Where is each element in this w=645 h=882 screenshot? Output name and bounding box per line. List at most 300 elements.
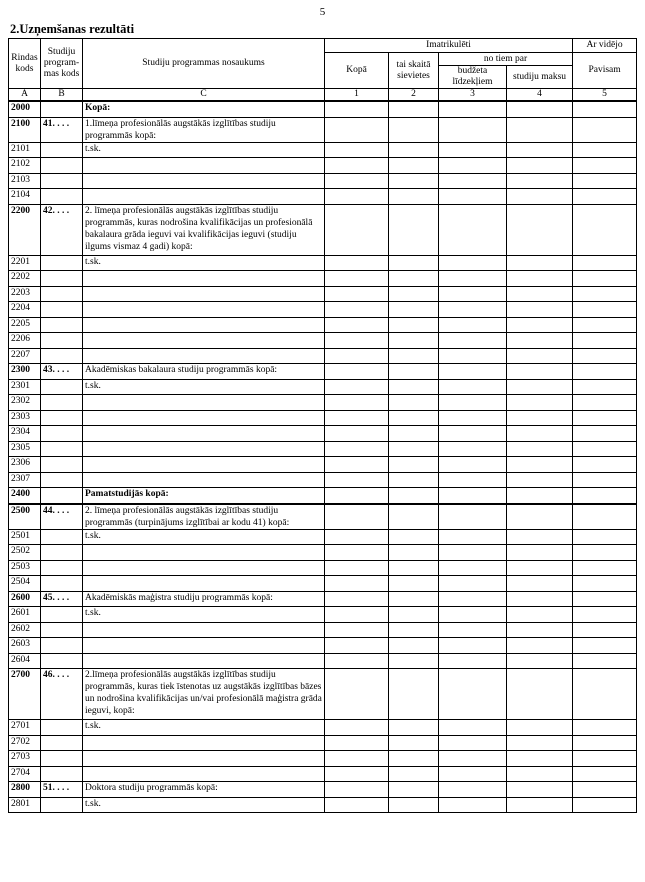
value-cell-1[interactable]	[325, 669, 389, 720]
value-cell-5[interactable]	[573, 410, 637, 426]
program-code-cell	[41, 348, 83, 364]
value-cell-3[interactable]	[439, 488, 507, 504]
value-cell-2[interactable]	[389, 426, 439, 442]
value-cell-4[interactable]	[507, 333, 573, 349]
program-name-cell	[83, 333, 325, 349]
program-name-cell	[83, 173, 325, 189]
value-cell-1[interactable]	[325, 472, 389, 488]
value-cell-4[interactable]	[507, 622, 573, 638]
program-name-cell	[83, 766, 325, 782]
value-cell-1[interactable]	[325, 117, 389, 142]
table-row	[9, 117, 637, 142]
program-code-cell	[41, 101, 83, 117]
program-name-cell: 2.līmeņa profesionālās augstākās izglītības studiju programmās, kuras tiek īstenotas uz augstākās izglītības bāzes un nodrošina kvalifikācijas un/vai profesionālā maģistra grāda ieguvi, kopā:	[83, 669, 325, 720]
value-cell-4[interactable]	[507, 782, 573, 798]
value-cell-1[interactable]	[325, 591, 389, 607]
value-cell-2[interactable]	[389, 117, 439, 142]
program-name-cell: Kopā:	[83, 101, 325, 117]
value-cell-3[interactable]	[439, 117, 507, 142]
value-cell-2[interactable]	[389, 782, 439, 798]
value-cell-4[interactable]	[507, 255, 573, 271]
value-cell-1[interactable]	[325, 545, 389, 561]
table-row	[9, 638, 637, 654]
value-cell-3[interactable]	[439, 472, 507, 488]
table-row	[9, 782, 637, 798]
value-cell-3[interactable]	[439, 591, 507, 607]
column-letter: 3	[439, 89, 507, 102]
row-code-cell: 2306	[9, 457, 41, 473]
value-cell-5[interactable]	[573, 117, 637, 142]
value-cell-5[interactable]	[573, 286, 637, 302]
table-row	[9, 457, 637, 473]
value-cell-3[interactable]	[439, 797, 507, 813]
value-cell-4[interactable]	[507, 286, 573, 302]
value-cell-1[interactable]	[325, 782, 389, 798]
value-cell-1[interactable]	[325, 286, 389, 302]
program-code-cell	[41, 653, 83, 669]
row-code-cell: 2800	[9, 782, 41, 798]
table-row	[9, 426, 637, 442]
table-row	[9, 302, 637, 318]
table-row	[9, 529, 637, 545]
table-row	[9, 735, 637, 751]
value-cell-3[interactable]	[439, 457, 507, 473]
value-cell-3[interactable]	[439, 333, 507, 349]
row-code-cell: 2303	[9, 410, 41, 426]
program-name-cell	[83, 638, 325, 654]
value-cell-1[interactable]	[325, 302, 389, 318]
value-cell-2[interactable]	[389, 529, 439, 545]
value-cell-3[interactable]	[439, 782, 507, 798]
value-cell-3[interactable]	[439, 158, 507, 174]
program-code-cell	[41, 410, 83, 426]
value-cell-5[interactable]	[573, 255, 637, 271]
value-cell-4[interactable]	[507, 457, 573, 473]
value-cell-3[interactable]	[439, 101, 507, 117]
value-cell-2[interactable]	[389, 364, 439, 380]
value-cell-1[interactable]	[325, 317, 389, 333]
value-cell-1[interactable]	[325, 488, 389, 504]
value-cell-4[interactable]	[507, 271, 573, 287]
value-cell-5[interactable]	[573, 204, 637, 255]
value-cell-3[interactable]	[439, 173, 507, 189]
value-cell-4[interactable]	[507, 117, 573, 142]
value-cell-2[interactable]	[389, 317, 439, 333]
value-cell-4[interactable]	[507, 317, 573, 333]
value-cell-1[interactable]	[325, 271, 389, 287]
value-cell-1[interactable]	[325, 204, 389, 255]
row-code-cell: 2801	[9, 797, 41, 813]
value-cell-1[interactable]	[325, 441, 389, 457]
value-cell-2[interactable]	[389, 410, 439, 426]
value-cell-3[interactable]	[439, 441, 507, 457]
program-name-cell: Akadēmiskās maģistra studiju programmās kopā:	[83, 591, 325, 607]
row-code-cell: 2503	[9, 560, 41, 576]
value-cell-2[interactable]	[389, 457, 439, 473]
value-cell-2[interactable]	[389, 472, 439, 488]
value-cell-2[interactable]	[389, 333, 439, 349]
value-cell-4[interactable]	[507, 720, 573, 736]
value-cell-3[interactable]	[439, 364, 507, 380]
program-name-cell	[83, 735, 325, 751]
value-cell-5[interactable]	[573, 379, 637, 395]
program-code-cell: 51. . . .	[41, 782, 83, 798]
program-name-cell	[83, 576, 325, 592]
value-cell-1[interactable]	[325, 797, 389, 813]
table-row	[9, 622, 637, 638]
value-cell-4[interactable]	[507, 545, 573, 561]
program-code-cell	[41, 317, 83, 333]
program-name-cell: t.sk.	[83, 720, 325, 736]
value-cell-1[interactable]	[325, 504, 389, 530]
row-code-cell: 2102	[9, 158, 41, 174]
value-cell-2[interactable]	[389, 302, 439, 318]
value-cell-3[interactable]	[439, 735, 507, 751]
value-cell-4[interactable]	[507, 735, 573, 751]
program-name-cell	[83, 302, 325, 318]
value-cell-1[interactable]	[325, 622, 389, 638]
program-code-cell	[41, 379, 83, 395]
value-cell-3[interactable]	[439, 720, 507, 736]
program-code-cell	[41, 560, 83, 576]
value-cell-4[interactable]	[507, 472, 573, 488]
value-cell-5[interactable]	[573, 797, 637, 813]
row-code-cell: 2101	[9, 142, 41, 158]
value-cell-3[interactable]	[439, 395, 507, 411]
value-cell-1[interactable]	[325, 348, 389, 364]
value-cell-1[interactable]	[325, 735, 389, 751]
value-cell-5[interactable]	[573, 173, 637, 189]
value-cell-5[interactable]	[573, 591, 637, 607]
row-code-cell: 2200	[9, 204, 41, 255]
value-cell-3[interactable]	[439, 286, 507, 302]
row-code-cell: 2602	[9, 622, 41, 638]
value-cell-4[interactable]	[507, 173, 573, 189]
program-code-cell	[41, 638, 83, 654]
program-code-cell	[41, 797, 83, 813]
value-cell-5[interactable]	[573, 302, 637, 318]
value-cell-4[interactable]	[507, 441, 573, 457]
value-cell-5[interactable]	[573, 333, 637, 349]
row-code-cell: 2601	[9, 607, 41, 623]
value-cell-4[interactable]	[507, 158, 573, 174]
program-name-cell: 1.līmeņa profesionālās augstākās izglītības studiju programmās kopā:	[83, 117, 325, 142]
value-cell-1[interactable]	[325, 255, 389, 271]
value-cell-3[interactable]	[439, 204, 507, 255]
program-code-cell	[41, 426, 83, 442]
value-cell-5[interactable]	[573, 720, 637, 736]
value-cell-5[interactable]	[573, 751, 637, 767]
value-cell-4[interactable]	[507, 766, 573, 782]
value-cell-2[interactable]	[389, 797, 439, 813]
value-cell-3[interactable]	[439, 751, 507, 767]
value-cell-5[interactable]	[573, 395, 637, 411]
value-cell-3[interactable]	[439, 545, 507, 561]
value-cell-5[interactable]	[573, 317, 637, 333]
header-tai-skaita-sievietes: tai skaitā sievietes	[389, 53, 439, 89]
value-cell-3[interactable]	[439, 607, 507, 623]
value-cell-2[interactable]	[389, 379, 439, 395]
value-cell-4[interactable]	[507, 607, 573, 623]
value-cell-4[interactable]	[507, 204, 573, 255]
value-cell-1[interactable]	[325, 576, 389, 592]
value-cell-5[interactable]	[573, 529, 637, 545]
value-cell-2[interactable]	[389, 591, 439, 607]
program-name-cell	[83, 545, 325, 561]
value-cell-1[interactable]	[325, 395, 389, 411]
value-cell-2[interactable]	[389, 576, 439, 592]
header-imatrikuleti: Imatrikulēti	[325, 39, 573, 53]
value-cell-5[interactable]	[573, 271, 637, 287]
value-cell-2[interactable]	[389, 395, 439, 411]
program-name-cell	[83, 189, 325, 205]
value-cell-2[interactable]	[389, 607, 439, 623]
value-cell-2[interactable]	[389, 271, 439, 287]
value-cell-5[interactable]	[573, 426, 637, 442]
value-cell-3[interactable]	[439, 142, 507, 158]
value-cell-2[interactable]	[389, 441, 439, 457]
value-cell-5[interactable]	[573, 158, 637, 174]
value-cell-5[interactable]	[573, 348, 637, 364]
program-name-cell	[83, 441, 325, 457]
value-cell-3[interactable]	[439, 302, 507, 318]
value-cell-1[interactable]	[325, 101, 389, 117]
column-letter: 4	[507, 89, 573, 102]
row-code-cell: 2603	[9, 638, 41, 654]
program-name-cell: Akadēmiskas bakalaura studiju programmās kopā:	[83, 364, 325, 380]
value-cell-2[interactable]	[389, 545, 439, 561]
value-cell-3[interactable]	[439, 317, 507, 333]
row-code-cell: 2301	[9, 379, 41, 395]
value-cell-3[interactable]	[439, 638, 507, 654]
program-name-cell	[83, 286, 325, 302]
value-cell-2[interactable]	[389, 638, 439, 654]
program-name-cell: Pamatstudijās kopā:	[83, 488, 325, 504]
value-cell-3[interactable]	[439, 189, 507, 205]
value-cell-2[interactable]	[389, 735, 439, 751]
value-cell-4[interactable]	[507, 348, 573, 364]
value-cell-5[interactable]	[573, 638, 637, 654]
value-cell-3[interactable]	[439, 576, 507, 592]
program-code-cell: 41. . . .	[41, 117, 83, 142]
value-cell-1[interactable]	[325, 173, 389, 189]
program-name-cell	[83, 472, 325, 488]
value-cell-4[interactable]	[507, 576, 573, 592]
program-name-cell	[83, 317, 325, 333]
table-row	[9, 348, 637, 364]
value-cell-1[interactable]	[325, 720, 389, 736]
row-code-cell: 2206	[9, 333, 41, 349]
table-body	[9, 101, 637, 813]
value-cell-4[interactable]	[507, 638, 573, 654]
table-row	[9, 488, 637, 504]
value-cell-2[interactable]	[389, 204, 439, 255]
row-code-cell: 2704	[9, 766, 41, 782]
value-cell-4[interactable]	[507, 560, 573, 576]
value-cell-4[interactable]	[507, 379, 573, 395]
program-code-cell	[41, 622, 83, 638]
program-code-cell: 44. . . .	[41, 504, 83, 530]
table-row	[9, 504, 637, 530]
value-cell-1[interactable]	[325, 653, 389, 669]
value-cell-3[interactable]	[439, 348, 507, 364]
value-cell-5[interactable]	[573, 560, 637, 576]
value-cell-5[interactable]	[573, 504, 637, 530]
value-cell-2[interactable]	[389, 622, 439, 638]
value-cell-2[interactable]	[389, 189, 439, 205]
value-cell-5[interactable]	[573, 669, 637, 720]
table-row	[9, 766, 637, 782]
program-code-cell	[41, 173, 83, 189]
value-cell-3[interactable]	[439, 410, 507, 426]
row-code-cell: 2100	[9, 117, 41, 142]
value-cell-1[interactable]	[325, 751, 389, 767]
row-code-cell: 2504	[9, 576, 41, 592]
value-cell-1[interactable]	[325, 766, 389, 782]
value-cell-1[interactable]	[325, 426, 389, 442]
value-cell-5[interactable]	[573, 101, 637, 117]
value-cell-5[interactable]	[573, 472, 637, 488]
value-cell-3[interactable]	[439, 560, 507, 576]
program-name-cell	[83, 271, 325, 287]
value-cell-4[interactable]	[507, 302, 573, 318]
value-cell-4[interactable]	[507, 751, 573, 767]
table-row	[9, 101, 637, 117]
value-cell-2[interactable]	[389, 101, 439, 117]
value-cell-2[interactable]	[389, 669, 439, 720]
program-code-cell	[41, 545, 83, 561]
value-cell-3[interactable]	[439, 766, 507, 782]
value-cell-5[interactable]	[573, 735, 637, 751]
value-cell-1[interactable]	[325, 607, 389, 623]
value-cell-4[interactable]	[507, 101, 573, 117]
value-cell-4[interactable]	[507, 504, 573, 530]
value-cell-5[interactable]	[573, 766, 637, 782]
value-cell-3[interactable]	[439, 669, 507, 720]
value-cell-5[interactable]	[573, 189, 637, 205]
value-cell-5[interactable]	[573, 607, 637, 623]
value-cell-1[interactable]	[325, 158, 389, 174]
value-cell-2[interactable]	[389, 142, 439, 158]
row-code-cell: 2203	[9, 286, 41, 302]
value-cell-5[interactable]	[573, 782, 637, 798]
value-cell-5[interactable]	[573, 545, 637, 561]
value-cell-4[interactable]	[507, 591, 573, 607]
value-cell-4[interactable]	[507, 669, 573, 720]
value-cell-2[interactable]	[389, 560, 439, 576]
value-cell-4[interactable]	[507, 653, 573, 669]
value-cell-3[interactable]	[439, 504, 507, 530]
value-cell-4[interactable]	[507, 488, 573, 504]
column-letter: 5	[573, 89, 637, 102]
value-cell-1[interactable]	[325, 457, 389, 473]
value-cell-1[interactable]	[325, 529, 389, 545]
value-cell-2[interactable]	[389, 158, 439, 174]
table-row	[9, 669, 637, 720]
row-code-cell: 2502	[9, 545, 41, 561]
value-cell-5[interactable]	[573, 364, 637, 380]
value-cell-2[interactable]	[389, 720, 439, 736]
value-cell-2[interactable]	[389, 766, 439, 782]
value-cell-2[interactable]	[389, 286, 439, 302]
value-cell-2[interactable]	[389, 751, 439, 767]
header-rindas-kods: Rindas kods	[9, 39, 41, 89]
value-cell-5[interactable]	[573, 576, 637, 592]
column-letter: B	[41, 89, 83, 102]
value-cell-3[interactable]	[439, 426, 507, 442]
table-row	[9, 441, 637, 457]
program-name-cell	[83, 426, 325, 442]
header-budzeta: budžeta līdzekļiem	[439, 66, 507, 89]
header-kopa: Kopā	[325, 53, 389, 89]
value-cell-2[interactable]	[389, 653, 439, 669]
value-cell-1[interactable]	[325, 379, 389, 395]
value-cell-1[interactable]	[325, 189, 389, 205]
program-name-cell	[83, 653, 325, 669]
program-code-cell	[41, 189, 83, 205]
value-cell-2[interactable]	[389, 255, 439, 271]
value-cell-5[interactable]	[573, 622, 637, 638]
row-code-cell: 2300	[9, 364, 41, 380]
value-cell-1[interactable]	[325, 410, 389, 426]
value-cell-2[interactable]	[389, 504, 439, 530]
value-cell-2[interactable]	[389, 348, 439, 364]
program-code-cell	[41, 735, 83, 751]
value-cell-3[interactable]	[439, 622, 507, 638]
program-code-cell	[41, 441, 83, 457]
program-name-cell: 2. līmeņa profesionālās augstākās izglītības studiju programmās (turpinājums izglītībai ar kodu 41) kopā:	[83, 504, 325, 530]
value-cell-5[interactable]	[573, 653, 637, 669]
value-cell-3[interactable]	[439, 255, 507, 271]
value-cell-3[interactable]	[439, 653, 507, 669]
row-code-cell: 2700	[9, 669, 41, 720]
value-cell-2[interactable]	[389, 173, 439, 189]
value-cell-1[interactable]	[325, 364, 389, 380]
value-cell-5[interactable]	[573, 457, 637, 473]
value-cell-2[interactable]	[389, 488, 439, 504]
column-letter: A	[9, 89, 41, 102]
value-cell-4[interactable]	[507, 364, 573, 380]
value-cell-1[interactable]	[325, 333, 389, 349]
program-name-cell: t.sk.	[83, 255, 325, 271]
program-code-cell	[41, 255, 83, 271]
value-cell-4[interactable]	[507, 189, 573, 205]
value-cell-3[interactable]	[439, 379, 507, 395]
row-code-cell: 2701	[9, 720, 41, 736]
value-cell-4[interactable]	[507, 797, 573, 813]
results-table	[8, 38, 637, 813]
value-cell-1[interactable]	[325, 142, 389, 158]
column-letter: 2	[389, 89, 439, 102]
row-code-cell: 2305	[9, 441, 41, 457]
header-pavisam: Pavisam	[573, 53, 637, 89]
row-code-cell: 2207	[9, 348, 41, 364]
value-cell-3[interactable]	[439, 529, 507, 545]
value-cell-4[interactable]	[507, 529, 573, 545]
value-cell-5[interactable]	[573, 488, 637, 504]
section-title: 2.Uzņemšanas rezultāti	[10, 22, 135, 36]
value-cell-4[interactable]	[507, 395, 573, 411]
value-cell-4[interactable]	[507, 142, 573, 158]
value-cell-4[interactable]	[507, 426, 573, 442]
value-cell-4[interactable]	[507, 410, 573, 426]
value-cell-5[interactable]	[573, 142, 637, 158]
value-cell-3[interactable]	[439, 271, 507, 287]
value-cell-1[interactable]	[325, 638, 389, 654]
value-cell-5[interactable]	[573, 441, 637, 457]
value-cell-1[interactable]	[325, 560, 389, 576]
program-name-cell: t.sk.	[83, 607, 325, 623]
